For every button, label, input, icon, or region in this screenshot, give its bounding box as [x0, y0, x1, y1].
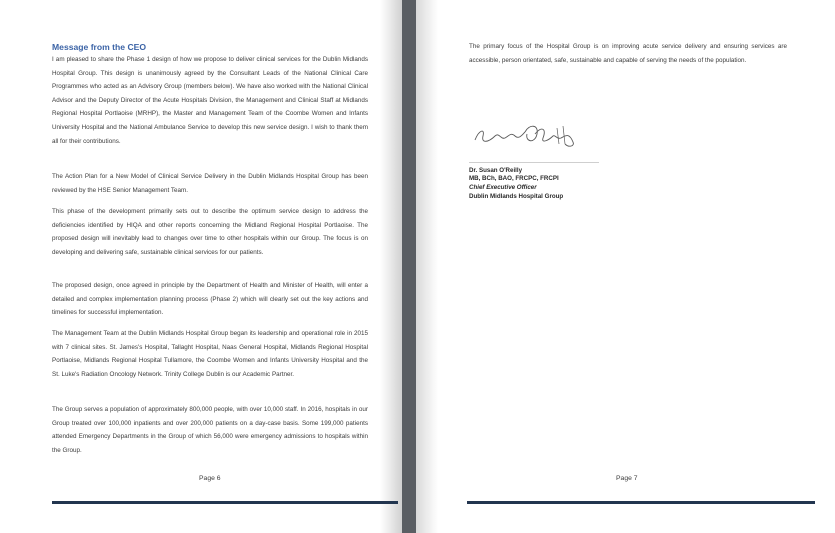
paragraph-right-1: The primary focus of the Hospital Group is on improving acute service delivery and ensuring services are accessible, person orientated, safe, sustainable and capable of serving the needs of the population. [469, 43, 787, 64]
paragraph-4: The proposed design, once agreed in principle by the Department of Health and Minister of Health, will enter a detailed and complex implementation planning process (Phase 2) which will clearly set out the key actions and timelines for successful implementation. [52, 282, 368, 317]
paragraph-1: I am pleased to share the Phase 1 design of how we propose to deliver clinical services for the Dublin Midlands Hospital Group. This design is unanimously agreed by the Consultant Leads of the National Clinical Care Programmes who acted as an Advisory Group (members below). We have also worked with the National Clinical Advisor and the Deputy Director of the Acute Hospitals Division, the Management and Clinical Staff at Midlands Regional Hospital Portlaoise (MRHP), the Master and Management Team of the Coombe Women and Infants University Hospital and the National Ambulance Service to develop this new service design. I wish to thank them all for their contributions. [52, 56, 368, 145]
signature-rule [469, 162, 599, 163]
signatory-credentials: MB, BCh, BAO, FRCPC, FRCPI [469, 175, 559, 182]
page-number-left: Page 6 [199, 475, 221, 482]
footer-bar-right [467, 501, 815, 504]
gutter-shadow [416, 0, 438, 533]
signatory-organization: Dublin Midlands Hospital Group [469, 193, 564, 200]
handwritten-signature [469, 118, 581, 158]
section-heading: Message from the CEO [52, 42, 147, 52]
paragraph-6: The Group serves a population of approximately 800,000 people, with over 10,000 staff. In 2016, hospitals in our Group treated over 100,000 inpatients and over 200,000 patients on a day-case basis. Some 199,000 patients attended Emergency Departments in the Group of which 56,000 were emergency admissions to hospitals within the Group. [52, 406, 368, 454]
paragraph-3: This phase of the development primarily sets out to describe the optimum service design to address the deficiencies identified by HIQA and other reports concerning the Midland Regional Hospital Portlaoise. The proposed design will inevitably lead to changes over time to other hospitals within our Group. The focus is on developing and delivering safe, sustainable clinical services for our patients. [52, 208, 368, 256]
paragraph-5: The Management Team at the Dublin Midlands Hospital Group began its leadership and operational role in 2015 with 7 clinical sites. St. James's Hospital, Tallaght Hospital, Naas General Hospital, Midlands Regional Hospital Portlaoise, Midlands Regional Hospital Tullamore, the Coombe Women and Infants University Hospital and the St. Luke's Radiation Oncology Network. Trinity College Dublin is our Academic Partner. [52, 330, 368, 378]
footer-bar-left [52, 501, 398, 504]
signatory-name: Dr. Susan O'Reilly [469, 167, 523, 174]
document-page-right [416, 0, 835, 533]
paragraph-2: The Action Plan for a New Model of Clinical Service Delivery in the Dublin Midlands Hospital Group has been reviewed by the HSE Senior Management Team. [52, 173, 368, 194]
page-number-right: Page 7 [616, 475, 638, 482]
gutter-shadow [380, 0, 402, 533]
signatory-title: Chief Executive Officer [469, 184, 537, 191]
